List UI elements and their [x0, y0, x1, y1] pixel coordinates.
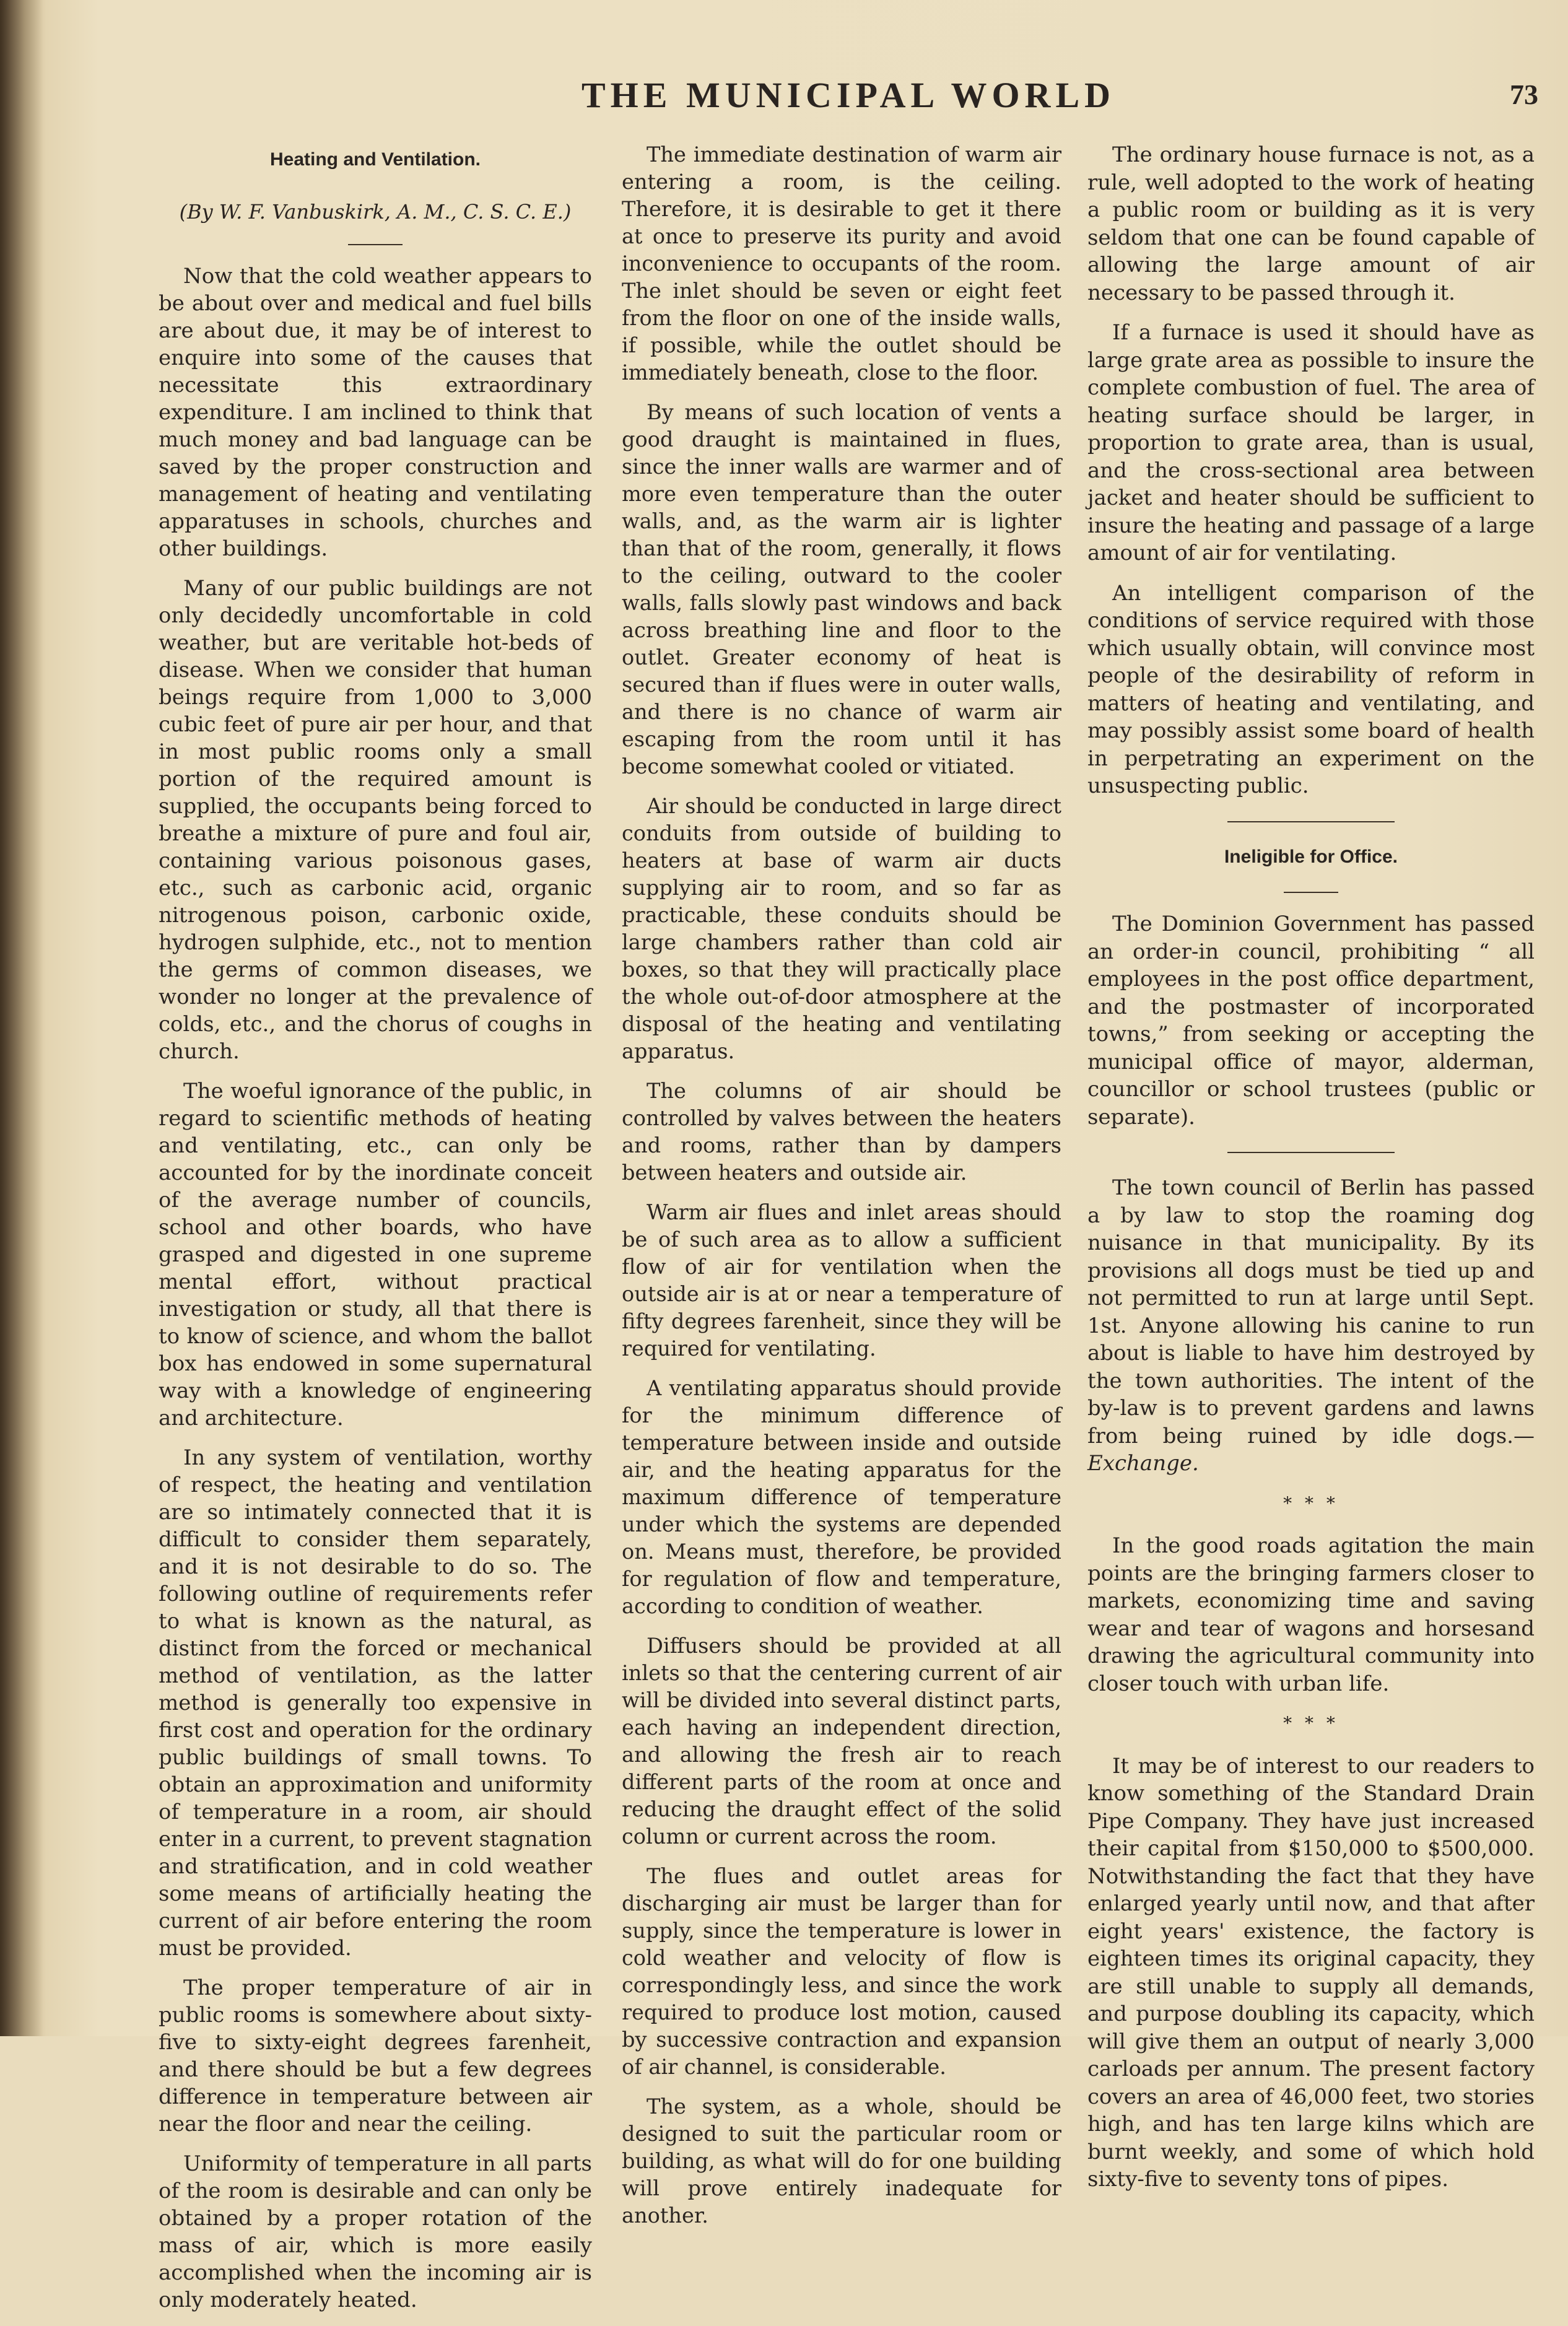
paragraph: Air should be conducted in large direct conduits from outside of building to heaters at base of warm air ducts supplying air to room, and so far as practicable, these conduits should be large chambers rather than cold air boxes, so that they will practically place the whole out-of-door atmosphere at the disposal of the heating and ventilating apparatus. [622, 794, 1061, 1063]
column-1 [159, 141, 592, 2326]
paragraph: The flues and outlet areas for discharging air must be larger than for supply, since the temperature is lower in cold weather and velocity of flow is correspondingly less, and since the work required to produce lost motion, caused by successive contraction and expansion of air channel, is considerable. [622, 1864, 1061, 2079]
publication-title: THE MUNICIPAL WORLD [581, 75, 1116, 115]
divider-rule [1227, 1152, 1395, 1153]
divider-rule [1227, 821, 1395, 822]
page-number: 73 [1510, 79, 1538, 110]
paragraph: Diffusers should be provided at all inlets so that the centering current of air will be divided into several distinct parts, each having an independent direction, and allowing the fresh air to reach different parts of the room at once and reducing the draught effect of the solid column or current across the room. [622, 1634, 1061, 1849]
paragraph: An intelligent comparison of the conditions of service required with those which usually obtain, will convince most people of the desirability of reform in matters of heating and ventilating, and may possibly assist some board of health in perpetrating an experiment on the unsuspecting public. [1087, 580, 1535, 798]
divider-rule [348, 244, 403, 245]
paragraph: Many of our public buildings are not only decidedly uncomfortable in cold weather, but are veritable hot-beds of disease. When we consider that human beings require from 1,000 to 3,000 cubic feet of pure air per hour, and that in most public rooms only a small portion of the required amount is supplied, the occupants being forced to breathe a mixture of pure and foul air, containing various poisonous gases, etc., such as carbonic acid, organic nitrogenous poison, carbonic oxide, hydrogen sulphide, etc., not to mention the germs of common diseases, we wonder no longer at the prevalence of colds, etc., and the chorus of coughs in church. [159, 576, 592, 1064]
page-header [0, 74, 1568, 124]
article-text: The town council of Berlin has passed a by law to stop the roaming dog nuisance in that municipality. By its provisions all dogs must be tied up and not permitted to run at large until Sept. 1st. Anyone allowing his canine to run about is liable to have him destroyed by the town authorities. The intent of the by-law is to prevent gardens and lawns from being ruined by idle dogs.— [1087, 1175, 1535, 1448]
article-title: Heating and Ventilation. [269, 149, 481, 170]
paragraph: The proper temperature of air in public rooms is somewhere about sixty-five to sixty-eight degrees farenheit, and there should be but a few degrees difference in temperature between air near the floor and near the ceiling. [159, 1975, 592, 2137]
article-title: Ineligible for Office. [1224, 846, 1398, 867]
paragraph: In any system of ventilation, worthy of respect, the heating and ventilation are so intimately connected that it is difficult to consider them separately, and it is not desirable to do so. The following outline of requirements refer to what is known as the natural, as distinct from the forced or mechanical method of ventilation, as the latter method is generally too expensive in first cost and operation for the ordinary public buildings of small towns. To obtain an approximation and uniformity of temperature in a room, air should enter in a current, to prevent stagnation and stratification, and in cold weather some means of artificially heating the current of air before entering the room must be provided. [159, 1445, 592, 1961]
source-credit: Exchange. [1087, 1451, 1199, 1476]
asterism-separator: * * * [1283, 1713, 1339, 1733]
paragraph: The system, as a whole, should be designed to suit the particular room or building, as what will do for one building will prove entirely inadequate for another. [622, 2094, 1061, 2228]
paragraph: Uniformity of temperature in all parts of the room is desirable and can only be obtained by a proper rotation of the mass of air, which is more easily accomplished when the incoming air is only moderately heated. [159, 2151, 592, 2312]
paragraph: The ordinary house furnace is not, as a rule, well adopted to the work of heating a public room or building as it is very seldom that one can be found capable of allowing the large amount of air necessary to be passed through it. [1087, 142, 1535, 305]
paragraph: The columns of air should be controlled by valves between the heaters and rooms, rather than by dampers between heaters and outside air. [622, 1079, 1061, 1185]
paragraph: The Dominion Government has passed an order-in council, prohibiting “ all employees in the post office department, and the postmaster of incorporated towns,” from seeking or accepting the municipal office of mayor, alderman, councillor or school trustees (public or separate). [1087, 912, 1535, 1130]
binding-shadow [0, 0, 43, 2036]
paragraph: If a furnace is used it should have as large grate area as possible to insure the complete combustion of fuel. The area of heating surface should be larger, in proportion to grate area, than is usual, and the cross-sectional area between jacket and heater should be sufficient to insure the heating and passage of a large amount of air for ventilating. [1087, 320, 1535, 565]
paragraph: The immediate destination of warm air entering a room, is the ceiling. Therefore, it is desirable to get it there at once to preserve its purity and avoid inconvenience to occupants of the room. The inlet should be seven or eight feet from the floor on one of the inside walls, if possible, while the outlet should be immediately beneath, close to the floor. [622, 142, 1061, 385]
paragraph: In the good roads agitation the main points are the bringing farmers closer to markets, economizing time and saving wear and tear of wagons and horsesand drawing the agricultural community into closer touch with urban life. [1087, 1533, 1535, 1696]
paragraph: Now that the cold weather appears to be about over and medical and fuel bills are about due, it may be of interest to enquire into some of the causes that necessitate this extraordinary expenditure. I am inclined to think that much money and bad language can be saved by the proper construction and management of heating and ventilating apparatuses in schools, churches and other buildings. [159, 264, 592, 561]
column-3 [1087, 141, 1535, 2206]
paragraph: It may be of interest to our readers to know something of the Standard Drain Pipe Company. They have just increased their capital from $150,000 to $500,000. Notwithstanding the fact that they have enlarged yearly until now, and that after eight years' existence, the factory is eighteen times its original capacity, they are still unable to supply all demands, and purpose doubling its capacity, which will give them an output of nearly 3,000 carloads per annum. The present factory covers an area of 46,000 feet, two stories high, and has ten large kilns which are burnt weekly, and some of which hold sixty-five to seventy tons of pipes. [1087, 1753, 1535, 2192]
paragraph: By means of such location of vents a good draught is maintained in flues, since the inner walls are warmer and of more even temperature than the outer walls, and, as the warm air is lighter than that of the room, generally, it flows to the ceiling, outward to the cooler walls, falls slowly past windows and back across breathing line and floor to the outlet. Greater economy of heat is secured than if flues were in outer walls, and there is no chance of warm air escaping from the room until it has become somewhat cooled or vitiated. [622, 400, 1061, 778]
paragraph: Warm air flues and inlet areas should be of such area as to allow a sufficient flow of air for ventilation when the outside air is at or near a temperature of fifty degrees farenheit, since they will be required for ventilating. [622, 1200, 1061, 1361]
asterism-separator: * * * [1283, 1492, 1339, 1514]
article-byline: (By W. F. Vanbuskirk, A. M., C. S. C. E.) [179, 200, 572, 224]
column-2 [622, 141, 1061, 2242]
divider-rule [1284, 892, 1338, 893]
paragraph [1087, 1174, 1535, 1478]
paragraph: A ventilating apparatus should provide for the minimum difference of temperature between inside and outside air, and the heating apparatus for the maximum difference of temperature under which the systems are depended on. Means must, therefore, be provided for regulation of flow and temperature, according to condition of weather. [622, 1376, 1061, 1618]
paragraph: The woeful ignorance of the public, in regard to scientific methods of heating and ventilating, etc., can only be accounted for by the inordinate conceit of the average number of councils, school and other boards, who have grasped and digested in one supreme mental effort, without practical investigation or study, all that there is to know of science, and whom the ballot box has endowed in some supernatural way with a knowledge of engineering and architecture. [159, 1079, 592, 1431]
